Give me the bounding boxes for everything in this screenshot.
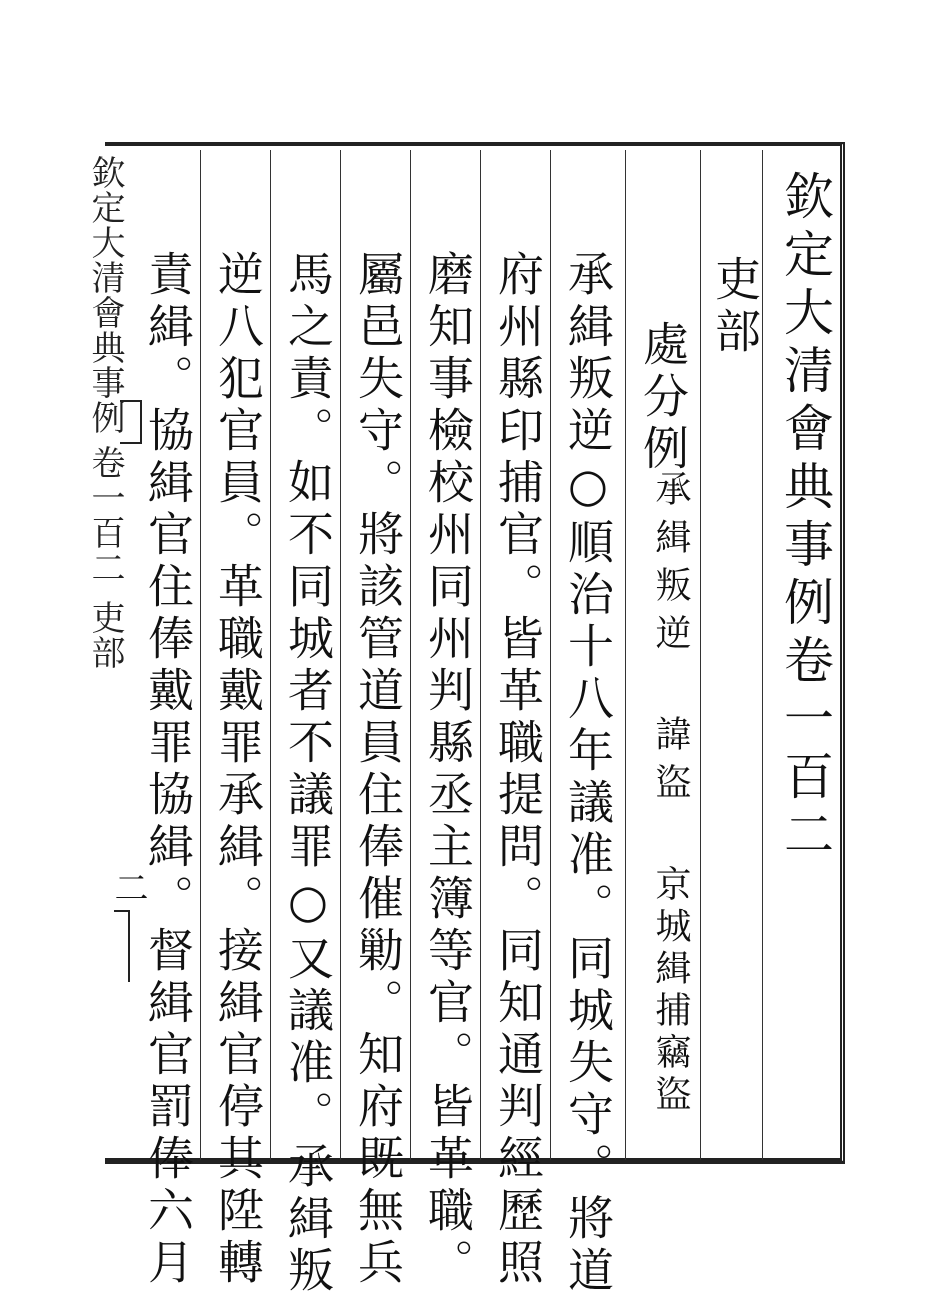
book-title: 欽定大清會典事例卷一百二	[776, 170, 834, 866]
column-rule	[340, 150, 341, 1160]
margin-book-title: 欽定大清會典事例	[85, 155, 125, 435]
subtopic-item: 承緝叛逆	[650, 470, 691, 662]
column-rule	[270, 150, 271, 1160]
text-column: 責緝。協緝官住俸戴罪協緝。督緝官罰俸六月	[141, 250, 195, 1290]
subtopic-item: 京城緝捕竊盜	[650, 865, 691, 1117]
text-column: 馬之責。如不同城者不議罪○又議准。承緝叛	[281, 250, 335, 1298]
page-number: 二	[108, 870, 148, 904]
text-column: 磨知事檢校州同州判縣丞主簿等官。皆革職。	[421, 250, 475, 1290]
column-rule	[762, 150, 763, 1160]
column-rule	[200, 150, 201, 1160]
text-column: 屬邑失守。將該管道員住俸催勦。知府既無兵	[351, 250, 405, 1290]
column-rule	[700, 150, 701, 1160]
text-column: 承緝叛逆○順治十八年議准。同城失守。將道	[561, 250, 615, 1298]
margin-volume: 卷一百二	[85, 445, 125, 585]
text-column: 逆八犯官員。革職戴罪承緝。接緝官停其陞轉	[211, 250, 265, 1290]
department-heading: 吏部	[708, 255, 762, 359]
column-rule	[410, 150, 411, 1160]
fish-tail-mark	[120, 400, 142, 444]
column-rule	[550, 150, 551, 1160]
text-column: 府州縣印捕官。皆革職提問。同知通判經歷照	[491, 250, 545, 1290]
page-number-bracket	[114, 910, 130, 982]
margin-department: 吏部	[85, 600, 125, 670]
section-heading: 處分例	[636, 320, 690, 476]
column-rule	[625, 150, 626, 1160]
subtopic-item: 諱盜	[650, 715, 691, 811]
column-rule	[480, 150, 481, 1160]
